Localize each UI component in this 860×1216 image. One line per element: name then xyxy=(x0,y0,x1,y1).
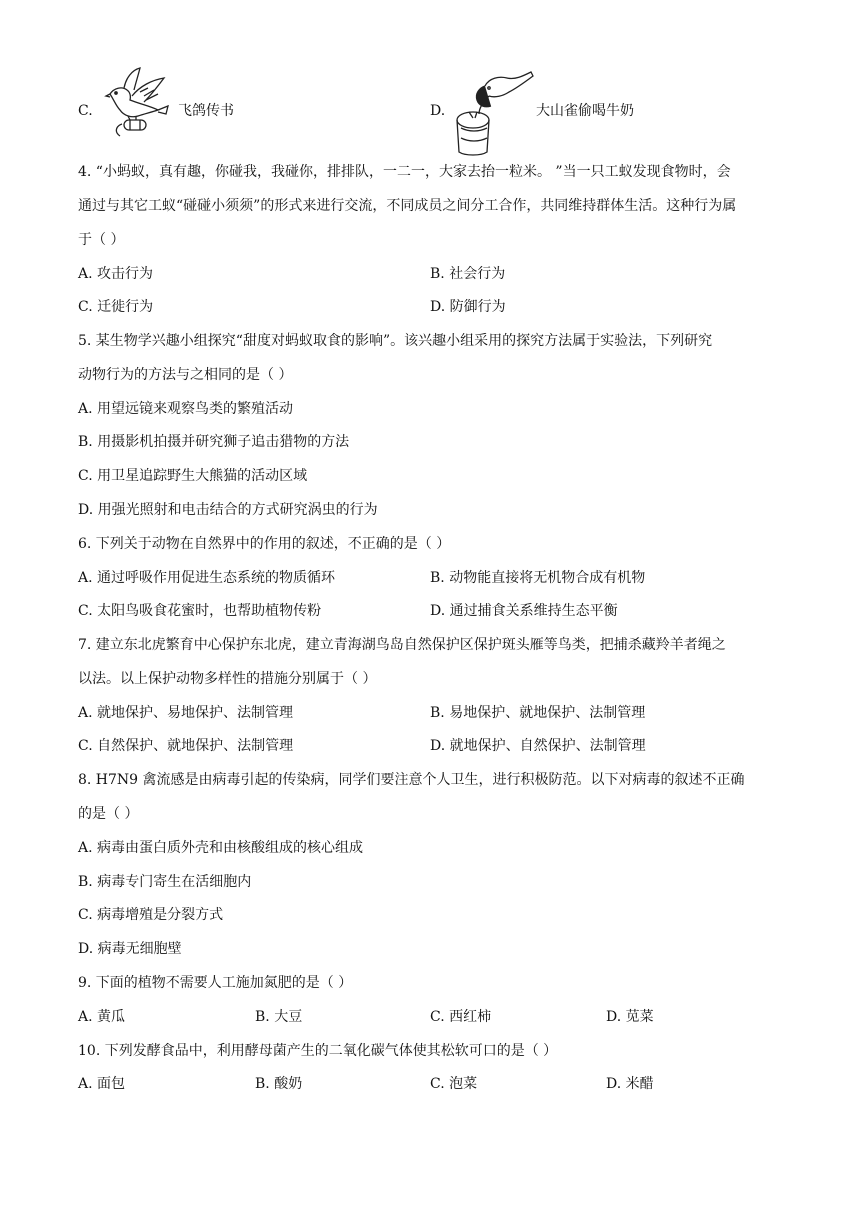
tit-drinking-milk-illustration xyxy=(449,68,535,158)
q10-stem-line-1: 10. 下列发酵食品中，利用酵母菌产生的二氧化碳气体使其松软可口的是（ ） xyxy=(78,1043,558,1059)
q8-option-b: B. 病毒专门寄生在活细胞内 xyxy=(78,874,252,890)
q6-option-c: C. 太阳鸟吸食花蜜时，也帮助植物传粉 xyxy=(78,603,322,619)
q7-option-a: A. 就地保护、易地保护、法制管理 xyxy=(78,705,294,721)
q7-option-d: D. 就地保护、自然保护、法制管理 xyxy=(430,738,646,754)
q5-option-a: A. 用望远镜来观察鸟类的繁殖活动 xyxy=(78,401,294,417)
q6-stem-line-1: 6. 下列关于动物在自然界中的作用的叙述，不正确的是（ ） xyxy=(78,536,451,552)
q10-option-c: C. 泡菜 xyxy=(430,1076,478,1092)
q7-option-b: B. 易地保护、就地保护、法制管理 xyxy=(430,705,646,721)
q9-stem-line-1: 9. 下面的植物不需要人工施加氮肥的是（ ） xyxy=(78,975,353,991)
option-d-text: 大山雀偷喝牛奶 xyxy=(536,103,634,119)
q4-option-a: A. 攻击行为 xyxy=(78,266,154,282)
q9-option-b: B. 大豆 xyxy=(255,1009,303,1025)
q10-option-a: A. 面包 xyxy=(78,1076,126,1092)
q10-option-b: B. 酸奶 xyxy=(255,1076,303,1092)
q5-option-d: D. 用强光照射和电击结合的方式研究涡虫的行为 xyxy=(78,502,378,518)
q4-stem-line-1: 4. “小蚂蚁，真有趣，你碰我，我碰你，排排队，一二一，大家去抬一粒米。 ”当一只工蚁发现食物时，会 xyxy=(78,164,731,180)
option-c-label: C. xyxy=(78,103,93,119)
q8-option-a: A. 病毒由蛋白质外壳和由核酸组成的核心组成 xyxy=(78,840,364,856)
q4-stem-line-3: 于（ ） xyxy=(78,232,125,248)
q7-stem-line-1: 7. 建立东北虎繁育中心保护东北虎，建立青海湖鸟岛自然保护区保护斑头雁等鸟类，把捕杀藏羚羊者绳之 xyxy=(78,637,726,653)
q6-option-a: A. 通过呼吸作用促进生态系统的物质循环 xyxy=(78,570,336,586)
q8-option-d: D. 病毒无细胞壁 xyxy=(78,941,182,957)
q9-option-d: D. 苋菜 xyxy=(606,1009,654,1025)
q8-option-c: C. 病毒增殖是分裂方式 xyxy=(78,907,224,923)
pigeon-illustration xyxy=(100,66,176,142)
q9-option-c: C. 西红柿 xyxy=(430,1009,492,1025)
q8-stem-line-1: 8. H7N9 禽流感是由病毒引起的传染病，同学们要注意个人卫生，进行积极防范。以下对病毒的叙述不正确 xyxy=(78,772,745,788)
q7-option-c: C. 自然保护、就地保护、法制管理 xyxy=(78,738,294,754)
q6-option-b: B. 动物能直接将无机物合成有机物 xyxy=(430,570,646,586)
q5-stem-line-1: 5. 某生物学兴趣小组探究“甜度对蚂蚁取食的影响”。该兴趣小组采用的探究方法属于实验法，下列研究 xyxy=(78,333,713,349)
q4-option-d: D. 防御行为 xyxy=(430,299,506,315)
q4-option-b: B. 社会行为 xyxy=(430,266,506,282)
q6-option-d: D. 通过捕食关系维持生态平衡 xyxy=(430,603,618,619)
q5-option-b: B. 用摄影机拍摄并研究狮子追击猎物的方法 xyxy=(78,434,350,450)
q7-stem-line-2: 以法。以上保护动物多样性的措施分别属于（ ） xyxy=(78,671,377,687)
q4-stem-line-2: 通过与其它工蚁“碰碰小须须”的形式来进行交流，不同成员之间分工合作，共同维持群体生活。这种行为属 xyxy=(78,198,737,214)
q10-option-d: D. 米醋 xyxy=(606,1076,654,1092)
q9-option-a: A. 黄瓜 xyxy=(78,1009,126,1025)
q4-option-c: C. 迁徙行为 xyxy=(78,299,154,315)
option-d-label: D. xyxy=(430,103,446,119)
q5-option-c: C. 用卫星追踪野生大熊猫的活动区域 xyxy=(78,468,308,484)
q8-stem-line-2: 的是（ ） xyxy=(78,806,139,822)
option-c-text: 飞鸽传书 xyxy=(178,103,234,119)
q5-stem-line-2: 动物行为的方法与之相同的是（ ） xyxy=(78,367,293,383)
